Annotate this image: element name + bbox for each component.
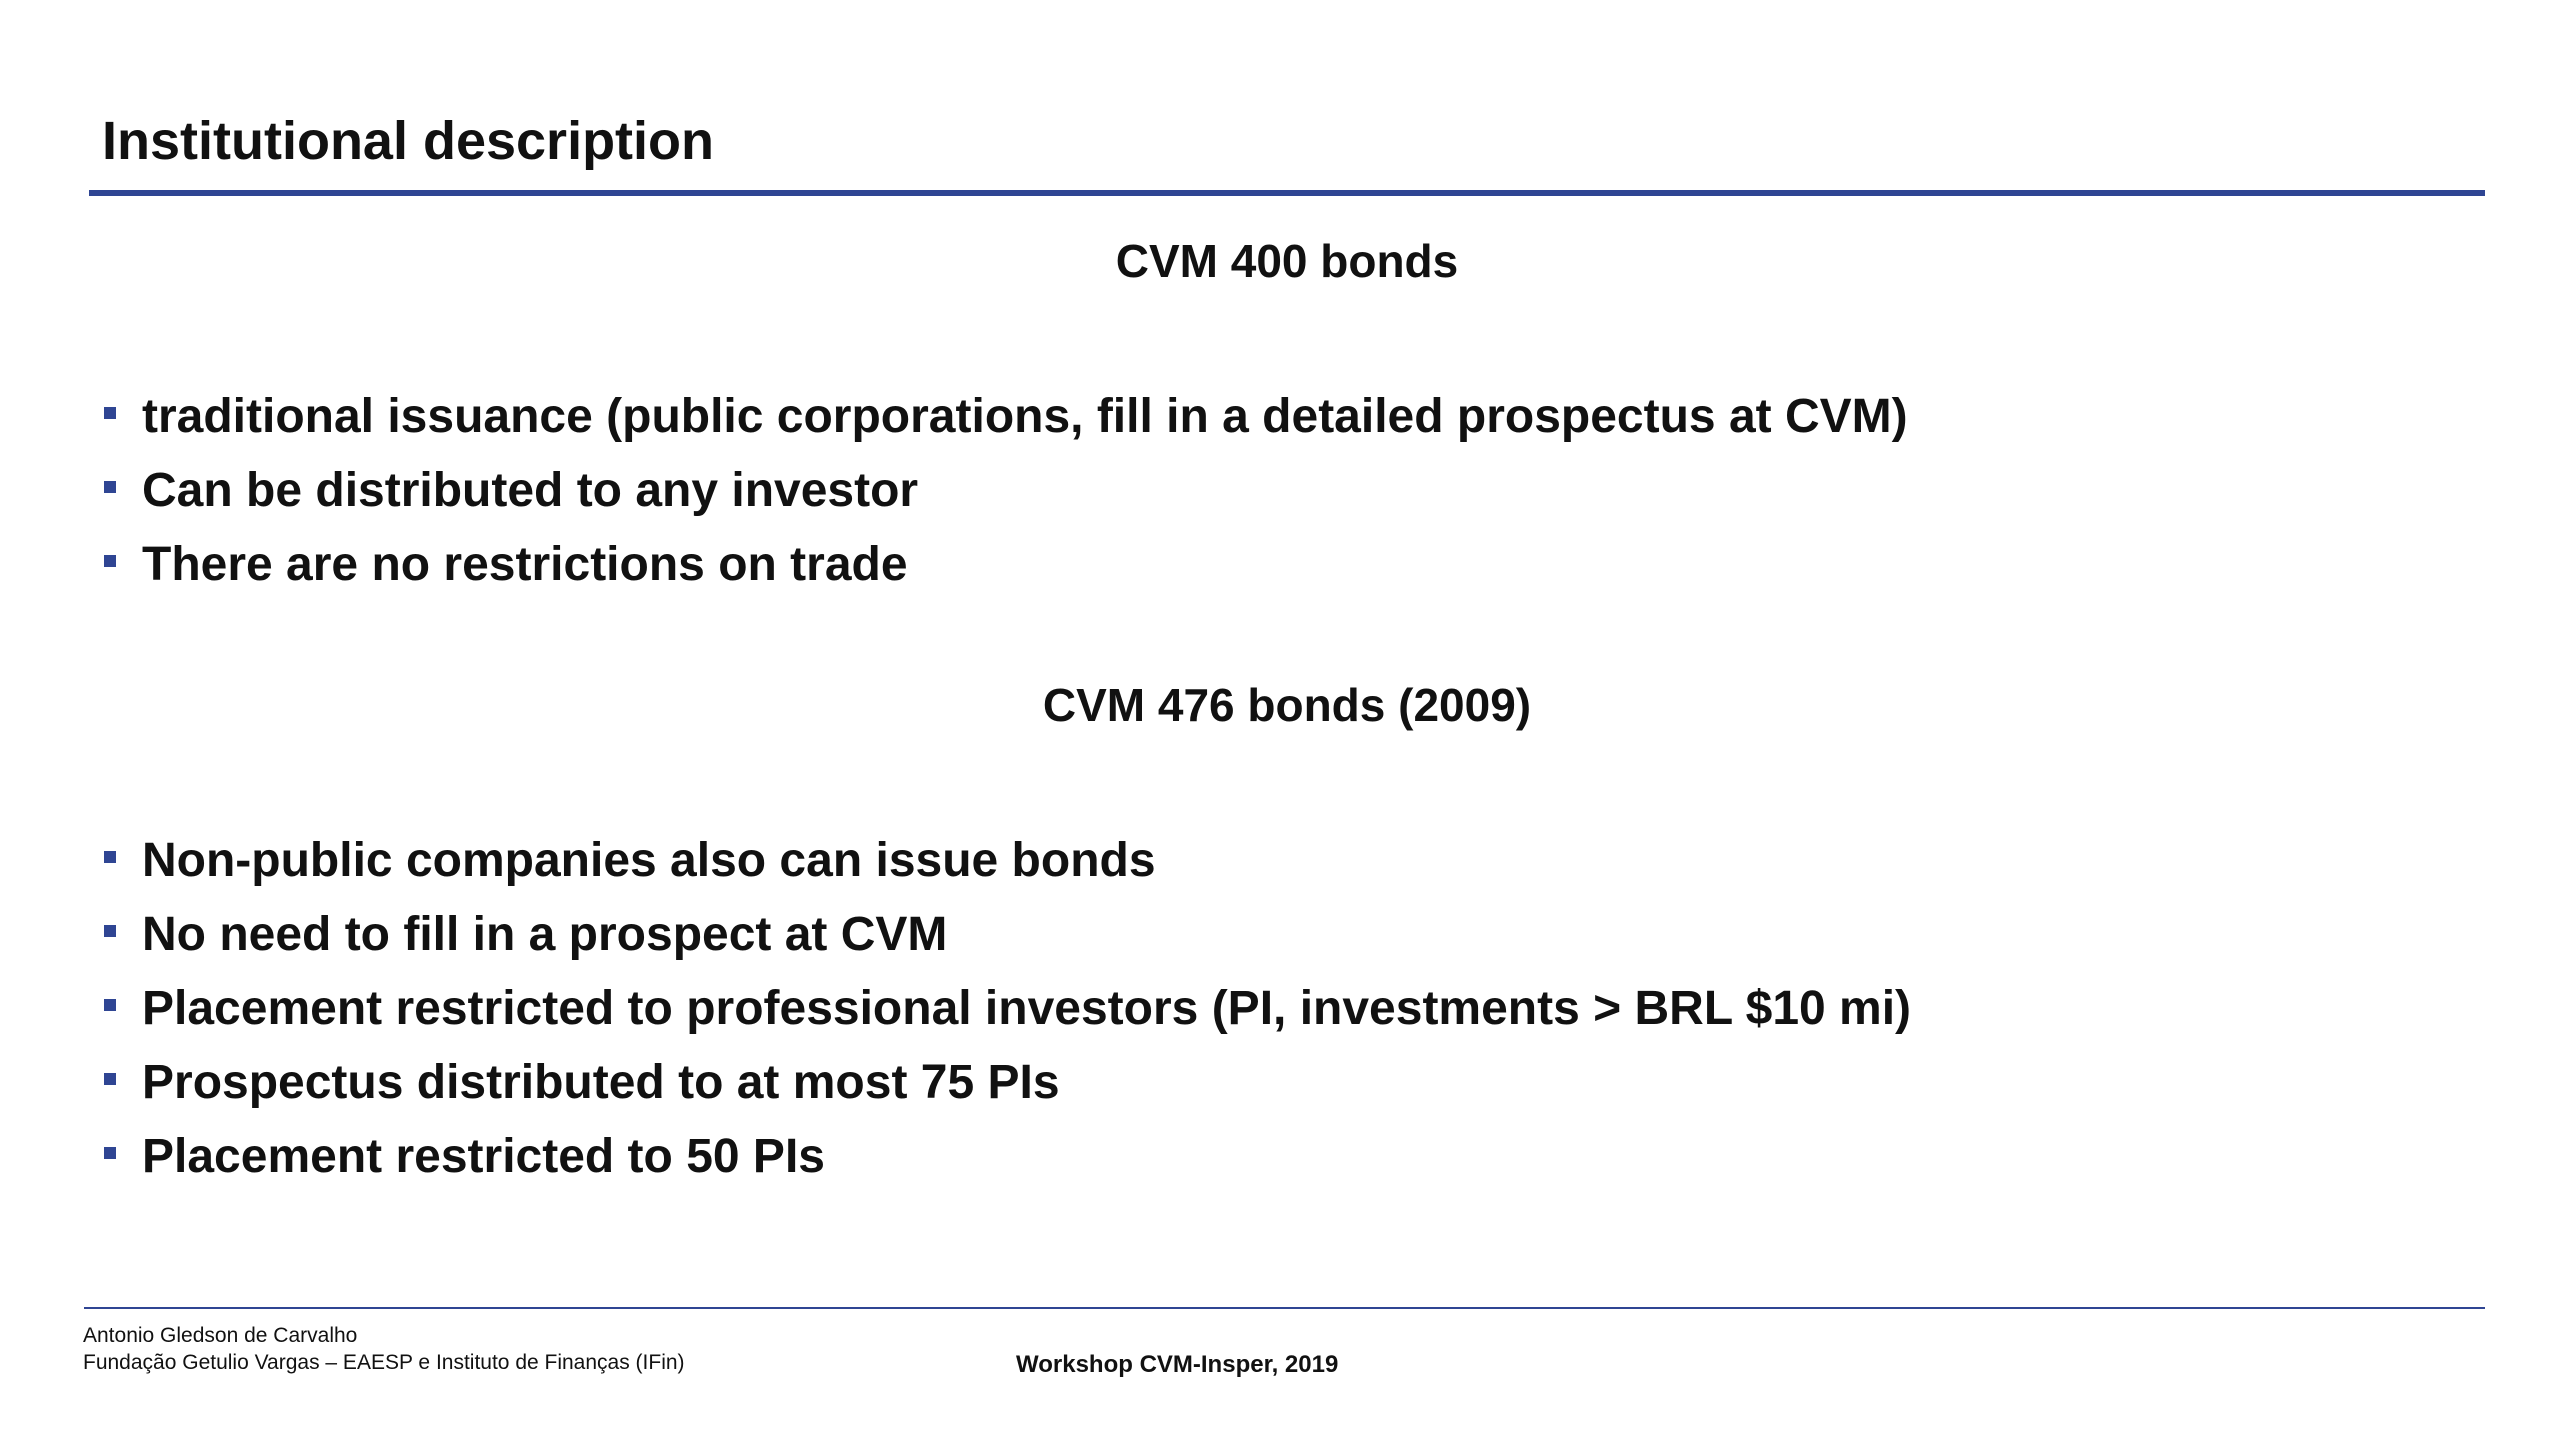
square-bullet-icon bbox=[104, 555, 116, 567]
bullet-text: Can be distributed to any investor bbox=[142, 464, 919, 517]
bullet-text: Prospectus distributed to at most 75 PIs bbox=[142, 1056, 1060, 1109]
bullet-text: There are no restrictions on trade bbox=[142, 538, 908, 591]
square-bullet-icon bbox=[104, 851, 116, 863]
bullet-text: Non-public companies also can issue bonds bbox=[142, 834, 1156, 887]
bullet-text: traditional issuance (public corporations, fill in a detailed prospectus at CVM) bbox=[142, 390, 1908, 443]
footer-event: Workshop CVM-Insper, 2019 bbox=[1016, 1351, 1339, 1378]
footer-affiliation: Fundação Getulio Vargas – EAESP e Instituto de Finanças (IFin) bbox=[83, 1351, 685, 1374]
bullet-item bbox=[104, 1046, 1911, 1120]
footer-divider bbox=[84, 1307, 2485, 1309]
section-heading-cvm-400: CVM 400 bonds bbox=[1115, 235, 1459, 287]
bullet-item bbox=[104, 824, 1911, 898]
square-bullet-icon bbox=[104, 925, 116, 937]
bullet-text: Placement restricted to 50 PIs bbox=[142, 1130, 825, 1183]
bullet-item bbox=[104, 1120, 1911, 1194]
bullet-item bbox=[104, 380, 1908, 454]
bullet-list-cvm-476 bbox=[104, 824, 1911, 1194]
footer-credits bbox=[83, 1322, 685, 1376]
title-divider bbox=[89, 190, 2485, 196]
footer-author: Antonio Gledson de Carvalho bbox=[83, 1324, 358, 1347]
square-bullet-icon bbox=[104, 481, 116, 493]
square-bullet-icon bbox=[104, 1147, 116, 1159]
bullet-text: Placement restricted to professional investors (PI, investments > BRL $10 mi) bbox=[142, 982, 1912, 1035]
bullet-item bbox=[104, 454, 1908, 528]
square-bullet-icon bbox=[104, 999, 116, 1011]
bullet-list-cvm-400 bbox=[104, 380, 1908, 602]
square-bullet-icon bbox=[104, 1073, 116, 1085]
square-bullet-icon bbox=[104, 407, 116, 419]
bullet-item bbox=[104, 972, 1911, 1046]
slide-title: Institutional description bbox=[102, 111, 715, 171]
bullet-item bbox=[104, 528, 1908, 602]
bullet-text: No need to fill in a prospect at CVM bbox=[142, 908, 948, 961]
section-heading-cvm-476: CVM 476 bonds (2009) bbox=[1042, 679, 1532, 731]
bullet-item bbox=[104, 898, 1911, 972]
